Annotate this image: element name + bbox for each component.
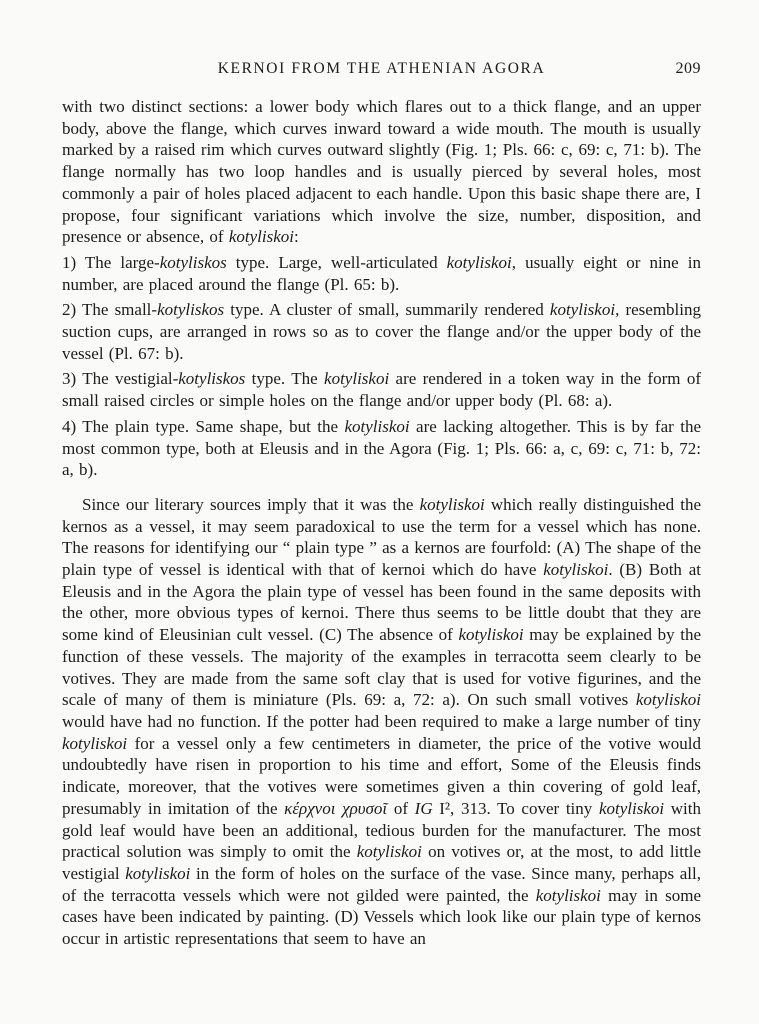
- list-item: 1) The large-kotyliskos type. Large, well-articulated kotyliskoi, usually eight or nine in number, are placed around the flange (Pl. 65: b).: [62, 252, 701, 294]
- page-body: [62, 96, 701, 950]
- list-item: 3) The vestigial-kotyliskos type. The kotyliskoi are rendered in a token way in the form of small raised circles or simple holes on the flange and/or upper body (Pl. 68: a).: [62, 369, 701, 411]
- page-title: KERNOI FROM THE ATHENIAN AGORA: [217, 60, 546, 77]
- paragraph: with two distinct sections: a lower body which flares out to a thick flange, and an upper body, above the flange, which curves inward toward a wide mouth. The mouth is usually marked by a raised rim which curves outward slightly (Fig. 1; Pls. 66: c, 69: c, 71: b). The flange normally has two loop handles and is usually pierced by several holes, most commonly a pair of holes placed adjacent to each handle. Upon this basic shape there are, I propose, four significant variations which involve the size, number, disposition, and presence or absence, of kotyliskoi:: [62, 97, 701, 247]
- list-item: 4) The plain type. Same shape, but the kotyliskoi are lacking altogether. This is by far the most common type, both at Eleusis and in the Agora (Fig. 1; Pls. 66: a, c, 69: c, 71: b, 72: a, b).: [62, 416, 701, 480]
- page-number: 209: [675, 60, 701, 77]
- list-item: 2) The small-kotyliskos type. A cluster of small, summarily rendered kotyliskoi, resembling suction cups, are arranged in rows so as to cover the flange and/or the upper body of the vessel (Pl. 67: b).: [62, 300, 701, 363]
- running-head: [62, 60, 701, 80]
- paragraph: Since our literary sources imply that it was the kotyliskoi which really distinguished the kernos as a vessel, it may seem paradoxical to use the term for a vessel which has none. The reasons for identifying our “ plain type ” as a kernos are fourfold: (A) The shape of the plain type of vessel is identical with that of kernoi which do have kotyliskoi. (B) Both at Eleusis and in the Agora the plain type of vessel has been found in the same deposits with the other, more obvious types of kernoi. There thus seems to be little doubt that they are some kind of Eleusinian cult vessel. (C) The absence of kotyliskoi may be explained by the function of these vessels. The majority of the examples in terracotta seem clearly to be votives. They are made from the same soft clay that is used for votive figurines, and the scale of many of them is miniature (Pls. 69: a, 72: a). On such small votives kotyliskoi would have had no function. If the potter had been required to make a large number of tiny kotyliskoi for a vessel only a few centimeters in diameter, the price of the votive would undoubtedly have risen in proportion to his time and effort, Some of the Eleusis finds indicate, moreover, that the votives were sometimes given a thin covering of gold leaf, presumably in imitation of the κέρχνοι χρυσοῖ of IG I², 313. To cover tiny kotyliskoi with gold leaf would have been an additional, tedious burden for the manufacturer. The most practical solution was simply to omit the kotyliskoi on votives or, at the most, to add little vestigial kotyliskoi in the form of holes on the surface of the vase. Since many, perhaps all, of the terracotta vessels which were not gilded were painted, the kotyliskoi may in some cases have been indicated by painting. (D) Vessels which look like our plain type of kernos occur in artistic representations that seem to have an: [62, 494, 701, 949]
